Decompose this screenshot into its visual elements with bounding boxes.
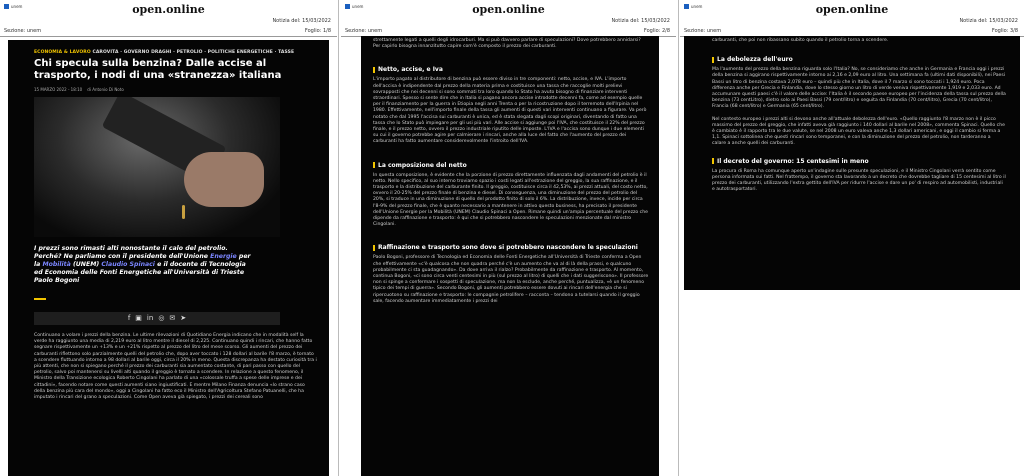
paragraph: La procura di Roma ha comunque aperto un'indagine sulle presunte speculazioni, e il Ministro Cingolani verrà sentito come persona informata sui fatti. Nel frattempo, il governo sta lavorando a un decreto che dovrebbe tagliare di 15 centesimi al litro il prezzo dei carburanti, utilizzando l'extra gettito dell'IVA per ridurre l'accise e dare un po' di respiro ad automobilisti, industriali e autotrasportatori.: [712, 168, 1006, 193]
news-date: Notizia del: 15/03/2022: [611, 18, 670, 24]
page-header: [680, 0, 1024, 37]
news-date: Notizia del: 15/03/2022: [959, 18, 1018, 24]
paragraph: carburanti, che poi non ribassano subito quando il petrolio torna a scendere.: [712, 38, 889, 43]
paragraph: Ma l'aumento del prezzo della benzina riguarda solo l'Italia? No, se consideriamo che anche in Germania e Francia oggi i prezzi della benzina si aggirano rispettivamente intorno ai 2,16 e 2,09 euro al litro. Una settimana fa (ultimi dati disponibili), nei Paesi Bassi un litro di benzina costava 2,078 euro – quindi più che in Italia, dove il 7 marzo si sono toccati i 1,924 euro. Poca differenza anche per Grecia e Finlandia, dove lo stesso giorno un litro di verde veniva rispettivamente 1,919 e 2,033 euro. Ad accumunare questi paesi c'è il valore delle accise: l'Italia è il secondo paese europeo per l'incidenza della tassa sul prezzo della benzina (73 centLitro), dietro solo ai Paesi Bassi (79 cent/litro) e seguita da Finlandia (70 cent/litro), Grecia (70 cent/litro), Francia (68 cent/litro) e Germania (65 cent/litro).: [712, 67, 1006, 110]
publisher-logo: unem: [684, 4, 704, 16]
section-heading: Il decreto del governo: 15 centesimi in meno: [712, 158, 1006, 165]
page-header: [341, 0, 676, 37]
article-title: Chi specula sulla benzina? Dalle accise al trasporto, i nodi di una «stranezza» italiana: [34, 58, 282, 81]
article-body: Continuano a volare i prezzi della benzina. Le ultime rilevazioni di Quotidiano Energia indicano che in modalità self la verde ha raggiunto una media di 2,219 euro al litro mentre il diesel di 2,225. Continuano quindi i rincari, che hanno fatto segnare rispettivamente un +13% e un +21% rispetto al prezzo del litro del mese scorso. Gli aumenti del prezzo dei carburanti riflettono solo parzialmente quelli del petrolio che, dopo aver toccato i 128 dollari al barile l'8 marzo, è tornato a scendere fluttuando intorno a 98 dollari al barile oggi, circa il 20% in meno. Questa discrepanza ha destato curiosità tra i più attenti, che non si spiegano perché il prezzo dei carburanti sia aumentato costante, di pari passo con quello del petrolio, salvo poi mantenersi su livelli alti quando il greggio è tornato a scendere. In relazione a questo fenomeno, il Ministro della Transizione ecologica Roberto Cingolani ha parlato di una «colossale truffa a spese delle imprese e dei cittadini», facendo notare come questi aumenti siano ingiustificati. E mentre Milano Finanza denuncia «lo strano caso della benzina più cara del mondo», oggi a Cingolani ha fatto eco il Ministro dell'Agricoltura Stefano Patuanelli, che ha imputato i rincari del grano a speculazioni. Come Open aveva già spiegato, i prezzi dei cereali sono: [34, 333, 317, 401]
article-panel: [361, 36, 659, 476]
article-panel: [8, 40, 329, 476]
flipboard-icon[interactable]: ▣: [135, 314, 142, 322]
kicker: [34, 50, 317, 55]
image-caption: I prezzi sono rimasti alti nonostante il calo del petrolio. Perché? Ne parliamo con il presidente dell'Unione Energie per la Mobilità (UNEM) Claudio Spinaci e il docente di Tecnologia ed Economia delle Fonti Energetiche all'Università di Trieste Paolo Bogoni: [34, 245, 251, 284]
article-panel: [684, 36, 1020, 290]
share-bar: [34, 312, 280, 325]
paragraph: Paolo Bogoni, professore di Tecnologia ed Economia delle Fonti Energetiche all'Università di Trieste conferma a Open che effettivamente «c'è qualcosa che non quadra perché c'è un aumento che va al di là della prassi, e qualcuno probabilmente ci sta guadagnando». Da dove arriva il rialzo? Probabilmente da raffinazione e trasporto. Al momento, continua Bogoni, «ci sono circa venti centesimi in più (sul prezzo al litro) di quelli che i dati suggeriscono». Il professore non si spinge a confermare i sospetti di speculazione, ma non la esclude, anche perché, puntualizza, «è un fenomeno tipico dei tempi di guerra». Secondo Bogoni, gli aumenti potrebbero essere dovuti ai rincari dell'energia che si ripercuotono su raffinazione e trasporto: le compagnie petrolifere – racconta – tendono a tutelarsi quando il greggio sale, facendo aumentare immediatamente i prezzi dei: [373, 255, 649, 304]
folio: Foglio: 3/8: [991, 28, 1018, 34]
kicker-main[interactable]: ECONOMIA & LAVORO: [34, 50, 91, 55]
page-header: [0, 0, 337, 37]
paragraph: Nel contesto europeo i prezzi alti si devono anche all'attuale debolezza dell'euro. «Quello raggiunto l'8 marzo non è il picco massimo del prezzo del greggio, che infatti aveva già raggiunto i 140 dollari al barile nel 2008», commenta Spinaci. Quello che è cambiato è il rapporto tra le due valute, se nel 2008 un euro valeva anche 1,3 dollari americani, e oggi il cambio si ferma a 1,1. Spinaci sottolinea che questi rincari sono temporanei, e con la diminuzione del prezzo del petrolio, non tarderanno a calare a anche quelli dei carburanti.: [712, 116, 1005, 147]
section-heading: Netto, accise, e Iva: [373, 66, 649, 73]
site-name: open.online: [815, 3, 889, 16]
folio: Foglio: 1/8: [304, 28, 331, 34]
article-date: 15 MARZO 2022 - 18:10: [34, 87, 83, 92]
section-heading: La composizione del netto: [373, 162, 649, 169]
paragraph: strettamente legati a quelli degli idrocarburi. Ma si può davvero parlare di speculazioni? Dove potrebbero annidarsi? Per capirlo bisogna innanzitutto capire com'è composto il prezzo dei carburanti.: [373, 38, 641, 50]
publisher-logo: unem: [345, 4, 365, 16]
section-heading: Raffinazione e trasporto sono dove si potrebbero nascondere le speculazioni: [373, 244, 649, 251]
kicker-tags[interactable]: CAROVITA · GOVERNO DRAGHI · PETROLIO · POLITICHE ENERGETICHE · TASSE: [92, 50, 295, 55]
section-label: Sezione: unem: [345, 28, 383, 34]
news-date: Notizia del: 15/03/2022: [272, 18, 331, 24]
paragraph: In questa composizione, è evidente che la porzione di prezzo direttamente influenzata dagli andamenti del petrolio è il netto. Nello specifico, al suo interno troviamo spazio i costi legati all'estrazione del greggio, la sua raffinazione, e il trasporto e la distribuzione del carburante finito. Il greggio, costituisce circa il 42,53%, ai prezzi attuali, del costo netto, ovvero il 20-25% del prezzo finale di benzina e diesel. Di conseguenza, una diminuzione del prezzo del petrolio del 20%, si traduce in una diminuzione di quello del prodotto finito di solo il 6%. La distribuzione, invece, incide per circa l'8-9% del prezzo finale, che è quanto necessario a mantenere in attivo questo business, ha precisato il presidente dell'Unione Energie per la Mobilità (UNEM) Claudio Spinaci a Open. Rimane quindi un'ampia percentuale del prezzo che dipende da raffinazione e trasporto: è qui che si potrebbero nascondere le speculazioni menzionate dal ministro Cingolani.: [373, 172, 648, 228]
linkedin-icon[interactable]: in: [146, 314, 154, 322]
section-heading: La debolezza dell'euro: [712, 56, 1006, 63]
folio: Foglio: 2/8: [643, 28, 670, 34]
page-1: [0, 0, 337, 476]
page-divider: [678, 0, 679, 476]
telegram-icon[interactable]: ➤: [180, 314, 187, 322]
site-name: open.online: [472, 3, 545, 16]
email-icon[interactable]: ✉: [169, 314, 176, 322]
whatsapp-icon[interactable]: ◎: [158, 314, 165, 322]
facebook-icon[interactable]: f: [127, 314, 131, 322]
page-2: [341, 0, 676, 476]
publisher-logo: unem: [4, 4, 24, 16]
accent-bar: [34, 298, 46, 300]
section-label: Sezione: unem: [684, 28, 722, 34]
paragraph: L'importo pagato al distributore di benzina può essere diviso in tre componenti: netto, accise, e IVA. L'importo dell'accisa è indipendente dal prezzo della materia prima e costituisce una tassa che raccoglie molti prelievi sovrapposti che nei decenni si sono sommati tra loro quando lo Stato ha avuto bisogno di finanziare interventi straordinari. Spesso si sente dire che in Italia si pagano ancora accise introdotte decenni fa, come ad esempio quelle per il finanziamento per la guerra in Etiopia negli anni Trenta o per la ricostruzione dopo il terremoto dell'Irpinia nel 1980. Effettivamente, nell'importo finale della tassa gli aumenti di questi vari interventi continuano a figurare. Va però notato che dal 1995 l'accisa sui carburanti è unica, ed è stata slegata dagli scopi originari, diventando di fatto una tassa che lo Stato può impiegare per gli usi più vari. Alle accise si aggiunge poi l'IVA, che costituisce il 22% del prezzo finale, e il prezzo netto, ovvero il prezzo industriale riputito delle imposte. L'IVA e l'accisa sono dunque i due elementi su cui il governo potrebbe agire per calmierare i rincari, anche alla luce del fatto che l'aumento del prezzo dei carburanti ha fatto aumentare considerevolmente l'introito dell'IVA.: [373, 77, 647, 145]
page-3: [680, 0, 1024, 476]
article-author[interactable]: di Antonio Di Noto: [87, 87, 124, 92]
section-label: Sezione: unem: [4, 28, 42, 34]
page-divider: [338, 0, 339, 476]
article-meta: [34, 87, 317, 92]
hero-image: [34, 97, 280, 237]
site-name: open.online: [132, 3, 205, 16]
